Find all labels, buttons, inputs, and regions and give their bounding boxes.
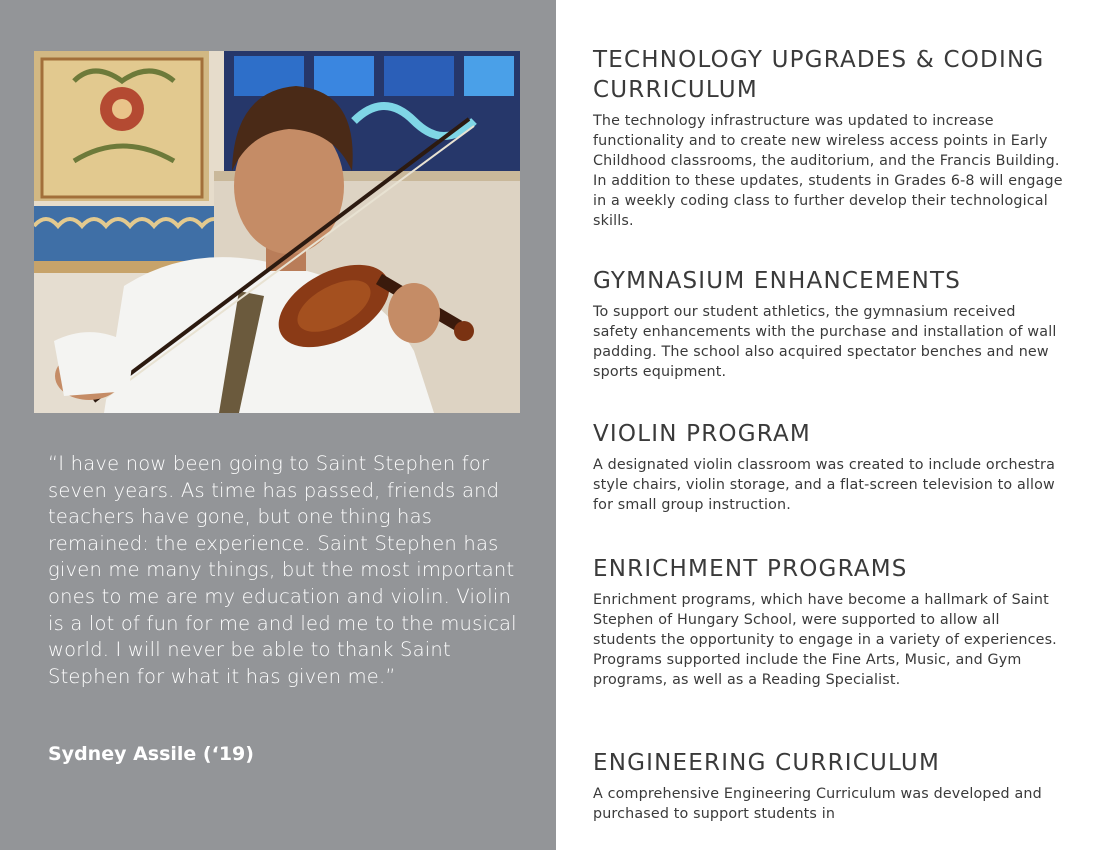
section-title: ENGINEERING CURRICULUM xyxy=(593,750,940,776)
testimonial-quote: “I have now been going to Saint Stephen for seven years. As time has passed, friends and teachers have gone, but one thing has remained: the experience. Saint Stephen has given me many things, but the most important ones to me are my education and violin. Violin is a lot of fun for me and led me to the musical world. I will never be able to thank Saint Stephen for what it has given me.” xyxy=(48,452,517,688)
student-violin-photo xyxy=(34,51,520,413)
testimonial-author: Sydney Assile (‘19) xyxy=(48,743,254,765)
section-title: VIOLIN PROGRAM xyxy=(593,421,811,447)
violin-student-illustration xyxy=(34,51,520,413)
section-body: A comprehensive Engineering Curriculum was developed and purchased to support students in xyxy=(593,786,1042,823)
section-title: TECHNOLOGY UPGRADES & CODING CURRICULUM xyxy=(593,47,1045,103)
section-title: ENRICHMENT PROGRAMS xyxy=(593,556,908,582)
section-violin xyxy=(593,419,1063,515)
section-body: The technology infrastructure was updated to increase functionality and to create new wireless access points in Early Childhood classrooms, the auditorium, and the Francis Building. In addition to these updates, students in Grades 6-8 will engage in a weekly coding class to further develop their technological skills. xyxy=(593,113,1063,230)
section-enrichment xyxy=(593,554,1063,690)
section-body: To support our student athletics, the gymnasium received safety enhancements with the purchase and installation of wall padding. The school also acquired spectator benches and new sports equipment. xyxy=(593,304,1057,381)
section-body: Enrichment programs, which have become a hallmark of Saint Stephen of Hungary School, were supported to allow all students the opportunity to engage in a variety of experiences. Programs supported include the Fine Arts, Music, and Gym programs, as well as a Reading Specialist. xyxy=(593,592,1057,689)
section-gymnasium xyxy=(593,266,1063,382)
section-engineering xyxy=(593,748,1063,824)
section-body: A designated violin classroom was created to include orchestra style chairs, violin storage, and a flat-screen television to allow for small group instruction. xyxy=(593,457,1055,514)
section-technology xyxy=(593,45,1063,232)
section-title: GYMNASIUM ENHANCEMENTS xyxy=(593,268,962,294)
